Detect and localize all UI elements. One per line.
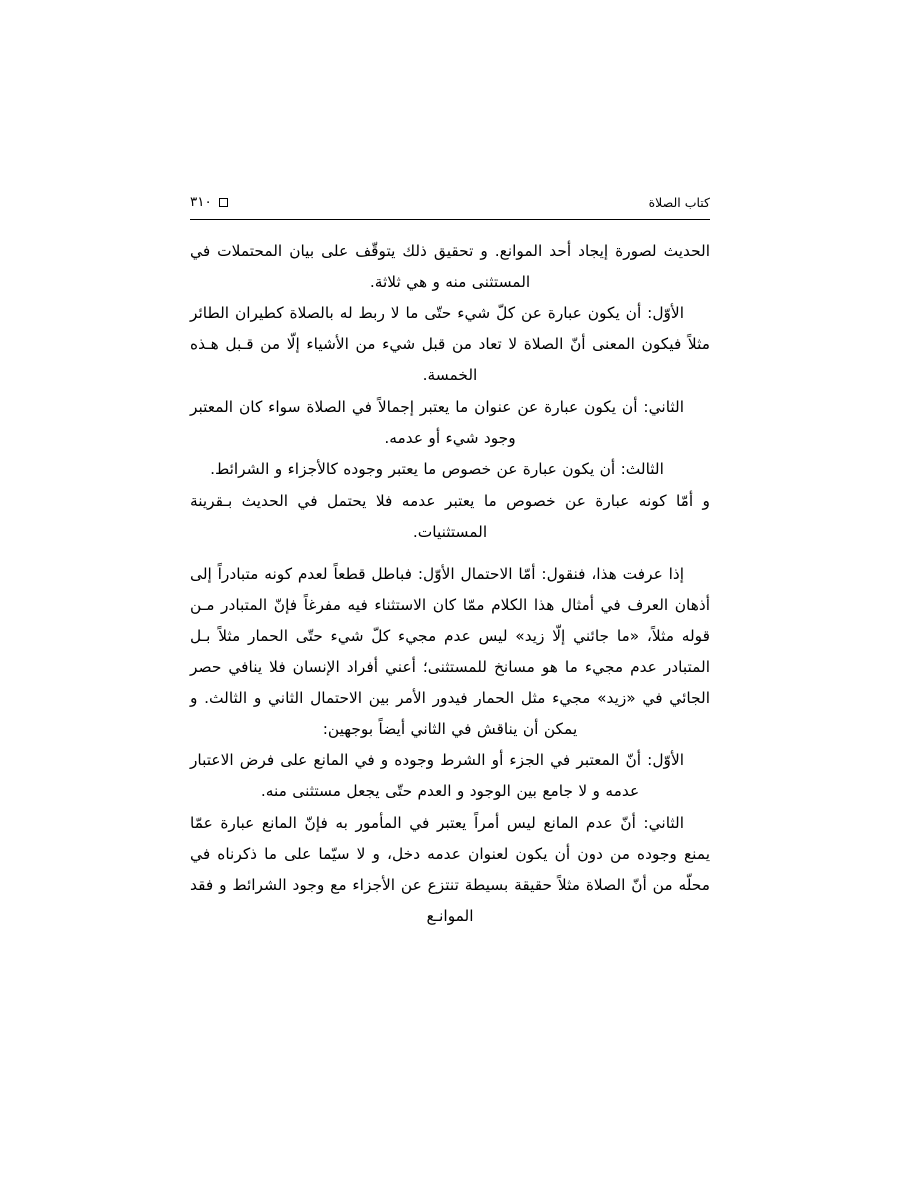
chapter-title: كتاب الصلاة: [648, 195, 710, 210]
page-content: [190, 196, 710, 932]
paragraph-3: الثاني: أن يكون عبارة عن عنوان ما يعتبر إجمالاً في الصلاة سواء كان المعتبر وجود شيء أو عدمه.: [190, 397, 684, 447]
paragraph-1: الحديث لصورة إيجاد أحد الموانع. و تحقيق ذلك يتوقّف على بيان المحتملات في المستثنى منه و هي ثلاثة.: [190, 241, 710, 291]
paragraph-2: الأوّل: أن يكون عبارة عن كلّ شيء حتّى ما لا ربط له بالصلاة كطيران الطائر مثلاً فيكون المعنى أنّ الصلاة لا تعاد من قبل شيء من الأشياء إلّا من قـبل هـذه الخمسة.: [190, 304, 710, 384]
paragraph-4: الثالث: أن يكون عبارة عن خصوص ما يعتبر وجوده كالأجزاء و الشرائط.: [210, 460, 664, 478]
page-number: ٣١٠: [190, 194, 212, 210]
paragraph-5: و أمّا كونه عبارة عن خصوص ما يعتبر عدمه فلا يحتمل في الحديث بـقرينة المستثنيات.: [190, 491, 710, 541]
header-divider: [190, 219, 710, 220]
paragraph-7: الأوّل: أنّ المعتبر في الجزء أو الشرط وجوده و في المانع على فرض الاعتبار عدمه و لا جامع بين الوجود و العدم حتّى يجعل مستثنى منه.: [190, 751, 684, 800]
paragraph-8: الثاني: أنّ عدم المانع ليس أمراً يعتبر في المأمور به فإنّ المانع عبارة عمّا يمنع وجوده من دون أن يكون لعنوان عدمه دخل، و لا سيّما على ما ذكرناه في محلّه من أنّ الصلاة مثلاً حقيقة بسيطة تنتزع عن الأجزاء مع وجود الشرائط و فقد الموانـع: [190, 813, 710, 925]
page-number-group: [190, 196, 228, 210]
square-bullet-icon: [219, 198, 228, 207]
body-text: [190, 236, 710, 932]
paragraph-6: إذا عرفت هذا، فنقول: أمّا الاحتمال الأوّل: فباطل قطعاً لعدم كونه متبادراً إلى أذهان العرف في أمثال هذا الكلام ممّا كان الاستثناء فيه مفرغاً فإنّ المتبادر مـن قوله مثلاً، «ما جائني إلّا زيد» ليس عدم مجيء كلّ شيء حتّى الحمار مثلاً بـل المتبادر عدم مجيء ما هو مسانخ للمستثنى؛ أعني أفراد الإنسان فلا ينافي حصر الجائي في «زيد» مجيء مثل الحمار فيدور الأمر بين الاحتمال الثاني و الثالث. و يمكن أن يناقش في الثاني أيضاً بوجهين:: [190, 564, 710, 738]
running-head: [190, 196, 710, 219]
